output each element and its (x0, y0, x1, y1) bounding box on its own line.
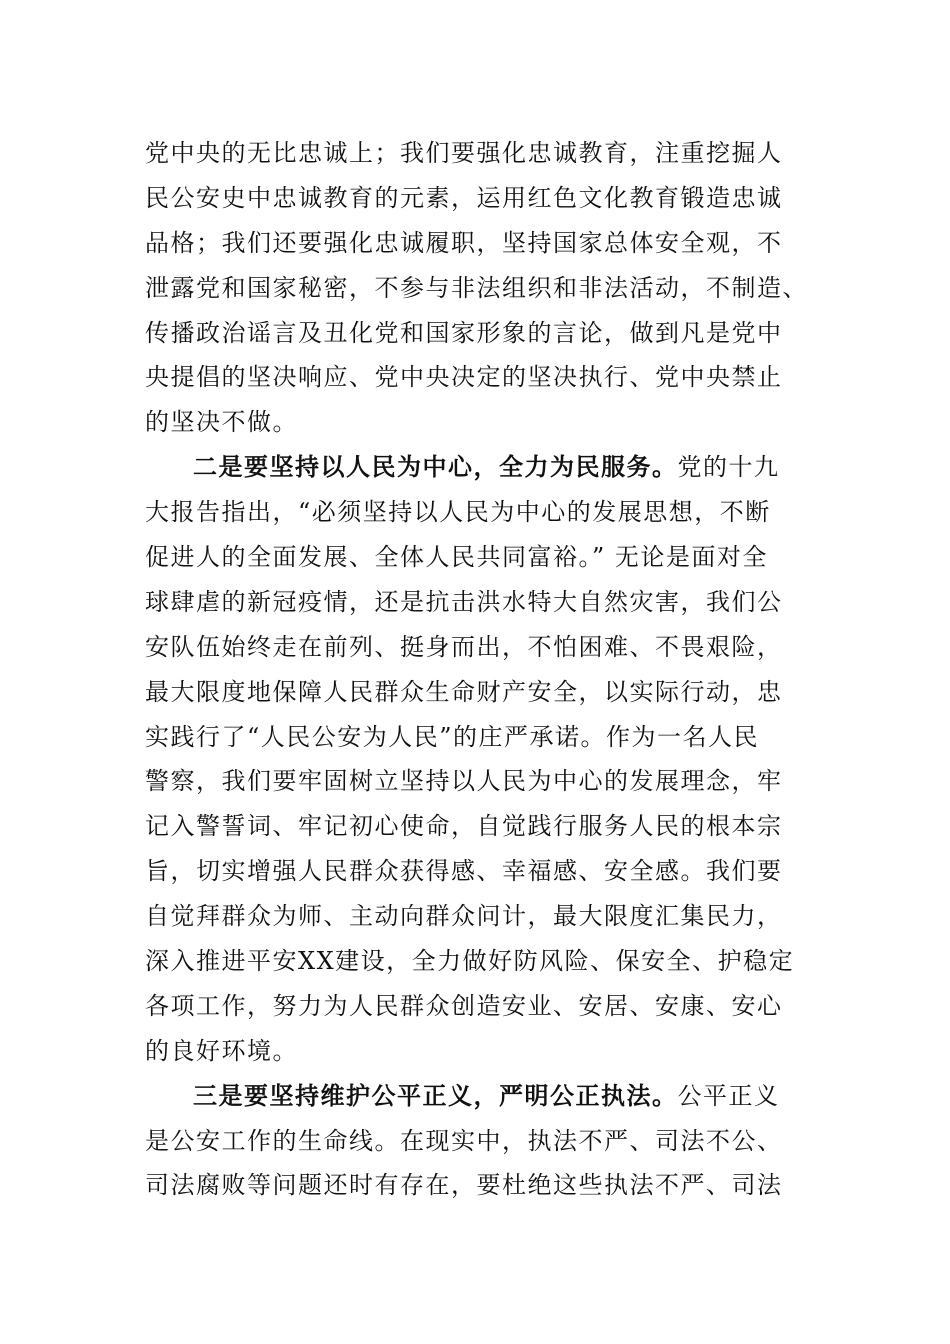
paragraph-heading: 三是要坚持维护公平正义，严明公正执法。 (193, 1080, 678, 1110)
text-line: 最大限度地保障人民群众生命财产安全，以实际行动，忠 (145, 677, 783, 706)
text-line: 各项工作，努力为人民群众创造安业、安居、安康、安心 (145, 991, 783, 1020)
paragraph-text: 党的十九 (677, 453, 780, 482)
text-line: 警察，我们要牢固树立坚持以人民为中心的发展理念，牢 (145, 767, 783, 796)
text-line: 安队伍始终走在前列、挺身而出，不怕困难、不畏艰险， (145, 632, 783, 661)
paragraph-3 (145, 1074, 805, 1209)
document-body (145, 131, 808, 1208)
paragraph-1 (145, 131, 808, 445)
text-line: 深入推进平安XX建设，全力做好防风险、保安全、护稳定 (145, 947, 795, 976)
text-line: 大报告指出，“必须坚持以人民为中心的发展思想，不断 (145, 498, 771, 527)
text-line: 的坚决不做。 (145, 408, 298, 437)
text-line: 传播政治谣言及丑化党和国家形象的言论，做到凡是党中 (145, 318, 783, 347)
text-line: 促进人的全面发展、全体人民共同富裕。” 无论是面对全 (145, 543, 768, 572)
text-line: 记入警誓词、牢记初心使命，自觉践行服务人民的根本宗 (145, 812, 783, 841)
paragraph-2 (145, 445, 805, 1073)
paragraph-first-line (145, 445, 805, 490)
text-line: 民公安史中忠诚教育的元素，运用红色文化教育锻造忠诚 (145, 183, 783, 212)
text-line: 央提倡的坚决响应、党中央决定的坚决执行、党中央禁止 (145, 363, 783, 392)
text-line: 实践行了“人民公安为人民”的庄严承诺。作为一名人民 (145, 722, 760, 751)
paragraph-heading: 二是要坚持以人民为中心，全力为民服务。 (193, 452, 678, 482)
text-line: 泄露党和国家秘密，不参与非法组织和非法活动，不制造、 (145, 273, 808, 302)
text-line: 品格；我们还要强化忠诚履职，坚持国家总体安全观，不 (145, 228, 783, 257)
text-line: 党中央的无比忠诚上；我们要强化忠诚教育，注重挖掘人 (145, 139, 783, 167)
text-line: 是公安工作的生命线。在现实中，执法不严、司法不公、 (145, 1126, 783, 1155)
text-line: 的良好环境。 (145, 1036, 298, 1065)
paragraph-first-line (145, 1074, 805, 1119)
text-line: 自觉拜群众为师、主动向群众问计，最大限度汇集民力， (145, 902, 783, 931)
text-line: 司法腐败等问题还时有存在，要杜绝这些执法不严、司法 (145, 1171, 783, 1200)
text-line: 旨，切实增强人民群众获得感、幸福感、安全感。我们要 (145, 857, 783, 886)
text-line: 球肆虐的新冠疫情，还是抗击洪水特大自然灾害，我们公 (145, 587, 783, 616)
paragraph-text: 公平正义 (677, 1081, 780, 1110)
